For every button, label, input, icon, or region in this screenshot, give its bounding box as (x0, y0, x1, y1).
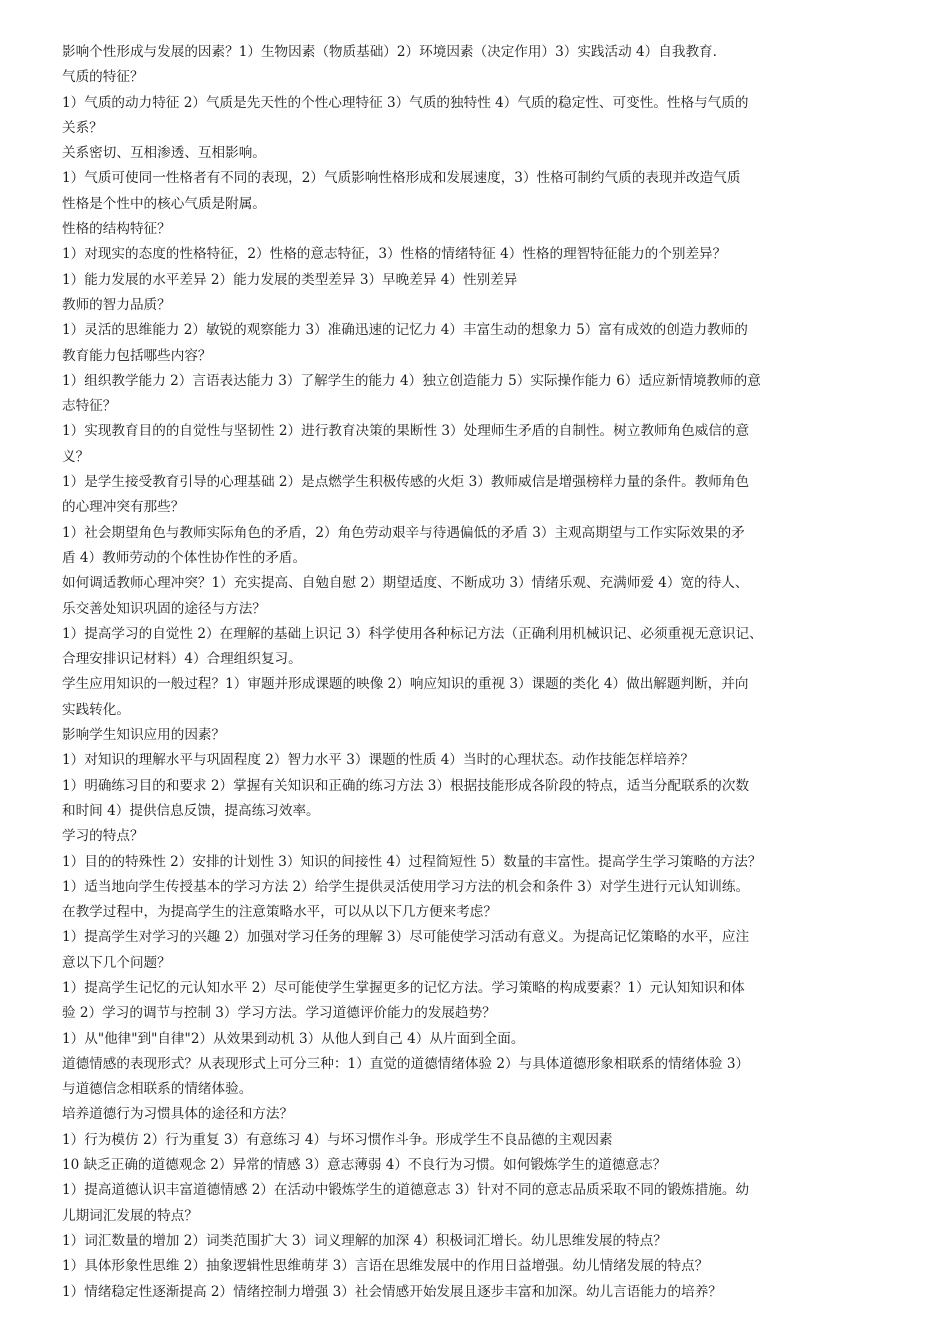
text-line: 1）行为模仿 2）行为重复 3）有意练习 4）与坏习惯作斗争。形成学生不良品德的主观因素 (62, 1131, 613, 1148)
text-line: 实践转化。 (62, 701, 130, 718)
text-line: 影响个性形成与发展的因素？1）生物因素（物质基础）2）环境因素（决定作用）3）实践活动 4）自我教育. (62, 44, 717, 60)
text-line: 盾 4）教师劳动的个体性协作性的矛盾。 (62, 549, 307, 566)
text-line: 1）适当地向学生传授基本的学习方法 2）给学生提供灵活使用学习方法的机会和条件 3）对学生进行元认知训练。 (62, 878, 750, 895)
text-line: 1）能力发展的水平差异 2）能力发展的类型差异 3）早晚差异 4）性别差异 (62, 271, 518, 288)
text-line: 的心理冲突有那些？ (62, 499, 185, 516)
text-line: 气质的特征？ (62, 69, 144, 86)
text-line: 乐交善处知识巩固的途径与方法？ (62, 600, 266, 617)
text-line: 1）具体形象性思维 2）抽象逻辑性思维萌芽 3）言语在思维发展中的作用日益增强。幼儿情绪发展的特点？ (62, 1258, 709, 1275)
text-line: 儿期词汇发展的特点？ (62, 1207, 198, 1224)
text-line: 性格是个性中的核心气质是附属。 (62, 195, 266, 212)
text-line: 影响学生知识应用的因素？ (62, 727, 226, 744)
text-line: 合理安排识记材料）4）合理组织复习。 (62, 651, 302, 668)
text-line: 1）提高道德认识丰富道德情感 2）在活动中锻炼学生的道德意志 3）针对不同的意志品质采取不同的锻炼措施。幼 (62, 1182, 750, 1199)
text-line: 教育能力包括哪些内容？ (62, 347, 212, 364)
text-line: 意以下几个问题？ (62, 954, 171, 971)
text-line: 1）对知识的理解水平与巩固程度 2）智力水平 3）课题的性质 4）当时的心理状态。动作技能怎样培养？ (62, 752, 695, 769)
text-line: 1）提高学生对学习的兴趣 2）加强对学习任务的理解 3）尽可能使学习活动有意义。为提高记忆策略的水平，应注 (62, 929, 750, 946)
text-line: 培养道德行为习惯具体的途径和方法？ (62, 1106, 294, 1123)
text-line: 1）词汇数量的增加 2）词类范围扩大 3）词义理解的加深 4）积极词汇增长。幼儿思维发展的特点？ (62, 1232, 667, 1249)
text-line: 和时间 4）提供信息反馈，提高练习效率。 (62, 802, 320, 819)
text-line: 验 2）学习的调节与控制 3）学习方法。学习道德评价能力的发展趋势？ (62, 1005, 496, 1022)
text-line: 道德情感的表现形式？从表现形式上可分三种：1）直觉的道德情绪体验 2）与具体道德形象相联系的情绪体验 3） (62, 1055, 750, 1072)
text-line: 关系密切、互相渗透、互相影响。 (62, 145, 266, 162)
text-line: 1）从"他律"到"自律"2）从效果到动机 3）从他人到自己 4）从片面到全面。 (62, 1030, 525, 1047)
text-line: 志特征？ (62, 398, 117, 415)
text-line: 1）是学生接受教育引导的心理基础 2）是点燃学生积极传感的火炬 3）教师威信是增强榜样力量的条件。教师角色 (62, 474, 750, 491)
text-line: 1）组织教学能力 2）言语表达能力 3）了解学生的能力 4）独立创造能力 5）实际操作能力 6）适应新情境教师的意 (62, 372, 761, 389)
text-line: 1）气质可使同一性格者有不同的表现，2）气质影响性格形成和发展速度，3）性格可制约气质的表现并改造气质 (62, 170, 741, 187)
document-body (62, 40, 930, 1305)
text-line: 与道德信念相联系的情绪体验。 (62, 1081, 253, 1098)
text-line: 关系？ (62, 119, 103, 136)
text-line: 学习的特点？ (62, 828, 144, 845)
text-line: 1）目的的特殊性 2）安排的计划性 3）知识的间接性 4）过程简短性 5）数量的丰富性。提高学生学习策略的方法？ (62, 853, 762, 870)
text-line: 1）情绪稳定性逐渐提高 2）情绪控制力增强 3）社会情感开始发展且逐步丰富和加深。幼儿言语能力的培养？ (62, 1283, 722, 1300)
text-line: 性格的结构特征？ (62, 221, 171, 238)
text-line: 1）实现教育目的的自觉性与坚韧性 2）进行教育决策的果断性 3）处理师生矛盾的自制性。树立教师角色威信的意 (62, 423, 750, 440)
text-line: 学生应用知识的一般过程？1）审题并形成课题的映像 2）响应知识的重视 3）课题的类化 4）做出解题判断，并向 (62, 676, 749, 693)
text-line: 1）提高学生记忆的元认知水平 2）尽可能使学生掌握更多的记忆方法。学习策略的构成要素？1）元认知知识和体 (62, 979, 745, 996)
text-line: 1）提高学习的自觉性 2）在理解的基础上识记 3）科学使用各种标记方法（正确利用机械识记、必须重视无意识记、 (62, 625, 763, 642)
text-line: 1）气质的动力特征 2）气质是先天性的个性心理特征 3）气质的独特性 4）气质的稳定性、可变性。性格与气质的 (62, 94, 749, 111)
text-line: 义？ (62, 448, 90, 465)
text-line: 在教学过程中，为提高学生的注意策略水平，可以从以下几方便来考虑？ (62, 904, 497, 921)
text-line: 10 缺乏正确的道德观念 2）异常的情感 3）意志薄弱 4）不良行为习惯。如何锻炼学生的道德意志？ (62, 1157, 667, 1174)
text-line: 1）对现实的态度的性格特征，2）性格的意志特征，3）性格的情绪特征 4）性格的理智特征能力的个别差异？ (62, 246, 727, 263)
text-line: 1）明确练习目的和要求 2）掌握有关知识和正确的练习方法 3）根据技能形成各阶段的特点，适当分配联系的次数 (62, 777, 750, 794)
text-line: 1）社会期望角色与教师实际角色的矛盾，2）角色劳动艰辛与待遇偏低的矛盾 3）主观高期望与工作实际效果的矛 (62, 524, 745, 541)
text-line: 如何调适教师心理冲突？1）充实提高、自勉自慰 2）期望适度、不断成功 3）情绪乐观、充满师爱 4）宽的待人、 (62, 575, 749, 592)
text-line: 1）灵活的思维能力 2）敏锐的观察能力 3）准确迅速的记忆力 4）丰富生动的想象力 5）富有成效的创造力教师的 (62, 322, 748, 339)
text-line: 教师的智力品质？ (62, 296, 171, 313)
